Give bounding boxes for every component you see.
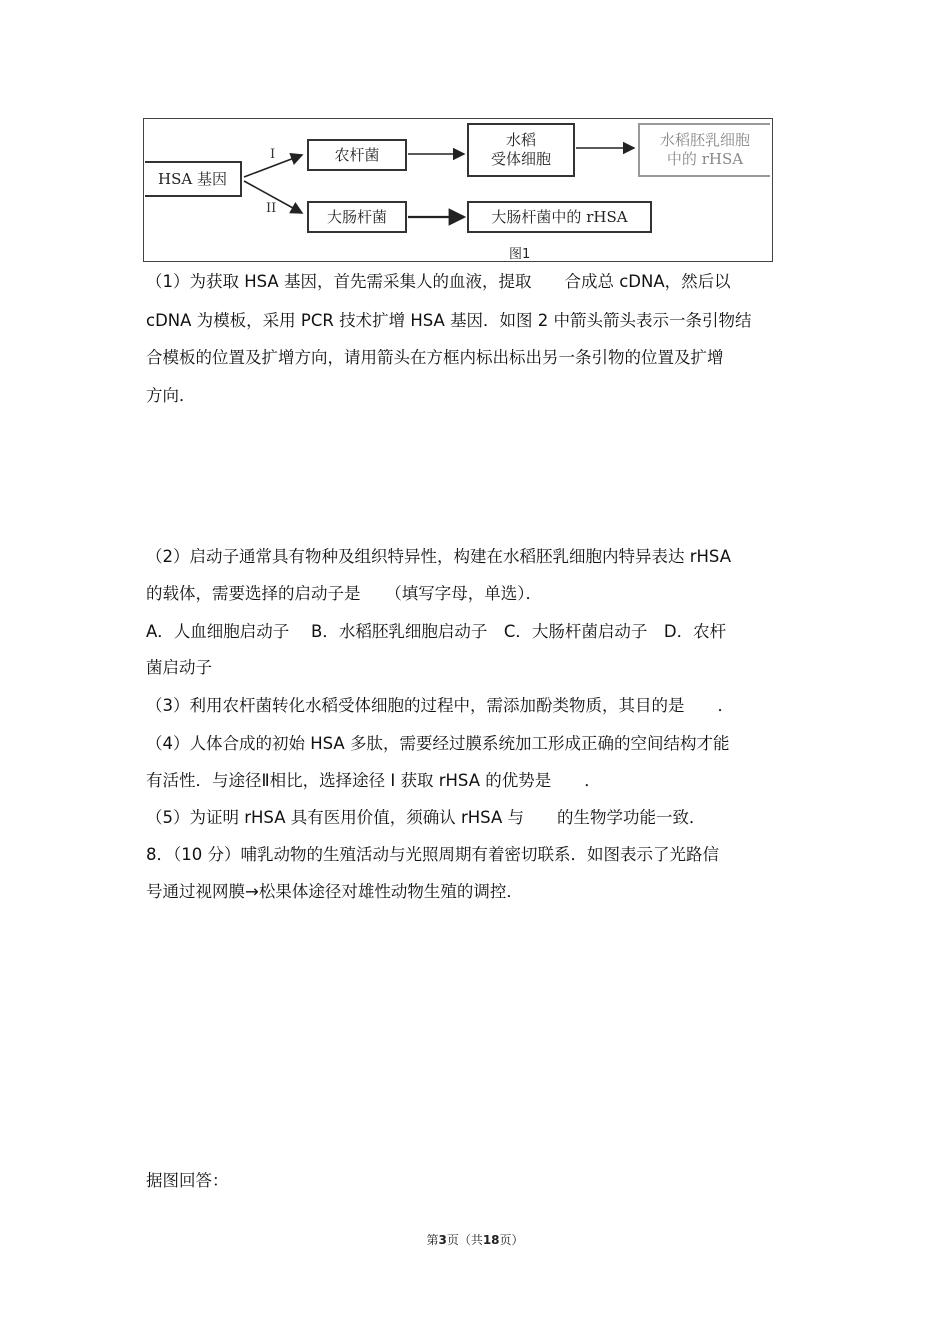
question-1-line-2: cDNA 为模板，采用 PCR 技术扩增 HSA 基因．如图 2 中箭头箭头表示一条引物结 xyxy=(146,311,752,330)
footer-page-number: 3 xyxy=(438,1233,447,1247)
rice-cell-line1: 水稻 xyxy=(505,131,536,149)
ecoli-label: 大肠杆菌 xyxy=(326,207,387,226)
agrobacterium-box xyxy=(307,139,407,171)
page-footer xyxy=(0,1231,950,1248)
question-1-line-4: 方向． xyxy=(146,386,196,405)
ecoli-rhsa-label: 大肠杆菌中的 rHSA xyxy=(491,207,628,226)
route-1-label: I xyxy=(270,147,276,162)
flowchart-figure xyxy=(143,118,773,262)
question-1-line-3: 合模板的位置及扩增方向，请用箭头在方框内标出标出另一条引物的位置及扩增 xyxy=(146,348,724,367)
figure-caption: 图1 xyxy=(509,247,531,262)
question-4-line-2: 有活性．与途径Ⅱ相比，选择途径 I 获取 rHSA 的优势是 ． xyxy=(146,771,601,790)
agrobacterium-label: 农杆菌 xyxy=(334,145,380,164)
question-2-line-1: （2）启动子通常具有物种及组织特异性，构建在水稻胚乳细胞内特异表达 rHSA xyxy=(146,547,732,566)
question-4-line-1: （4）人体合成的初始 HSA 多肽，需要经过膜系统加工形成正确的空间结构才能 xyxy=(146,734,730,753)
rice-rhsa-box xyxy=(638,123,770,177)
rice-rhsa-line1: 水稻胚乳细胞 xyxy=(659,131,750,149)
hsa-gene-label: HSA 基因 xyxy=(158,169,227,188)
footer-prefix: 第 xyxy=(426,1233,439,1247)
ecoli-rhsa-box xyxy=(467,201,652,233)
hsa-gene-box xyxy=(145,161,242,197)
footer-total-pages: 18 xyxy=(482,1233,500,1247)
question-2-line-2: 的载体，需要选择的启动子是 （填写字母，单选）． xyxy=(146,584,542,603)
route-2-label: II xyxy=(266,201,277,216)
question-3-line: （3）利用农杆菌转化水稻受体细胞的过程中，需添加酚类物质，其目的是 ． xyxy=(146,696,734,715)
rice-rhsa-line2: 中的 rHSA xyxy=(666,150,744,168)
footer-suffix: 页） xyxy=(499,1233,524,1247)
question-2-options-line-1: A．人血细胞启动子 B．水稻胚乳细胞启动子 C．大肠杆菌启动子 D．农杆 xyxy=(146,622,727,641)
question-8-line-2: 号通过视网膜→松果体途径对雄性动物生殖的调控． xyxy=(146,882,523,901)
question-8-line-1: 8．（10 分）哺乳动物的生殖活动与光照周期有着密切联系．如图表示了光路信 xyxy=(146,845,719,864)
question-5-line: （5）为证明 rHSA 具有医用价值，须确认 rHSA 与 的生物学功能一致． xyxy=(146,808,706,827)
footer-middle: 页（共 xyxy=(446,1233,483,1247)
answer-prompt: 据图回答： xyxy=(146,1171,229,1190)
question-1-line-1: （1）为获取 HSA 基因，首先需采集人的血液，提取 合成总 cDNA，然后以 xyxy=(146,272,731,291)
question-2-options-line-2: 菌启动子 xyxy=(146,658,212,677)
rice-cell-box xyxy=(467,123,575,177)
rice-cell-line2: 受体细胞 xyxy=(490,150,551,168)
ecoli-box xyxy=(307,201,407,233)
